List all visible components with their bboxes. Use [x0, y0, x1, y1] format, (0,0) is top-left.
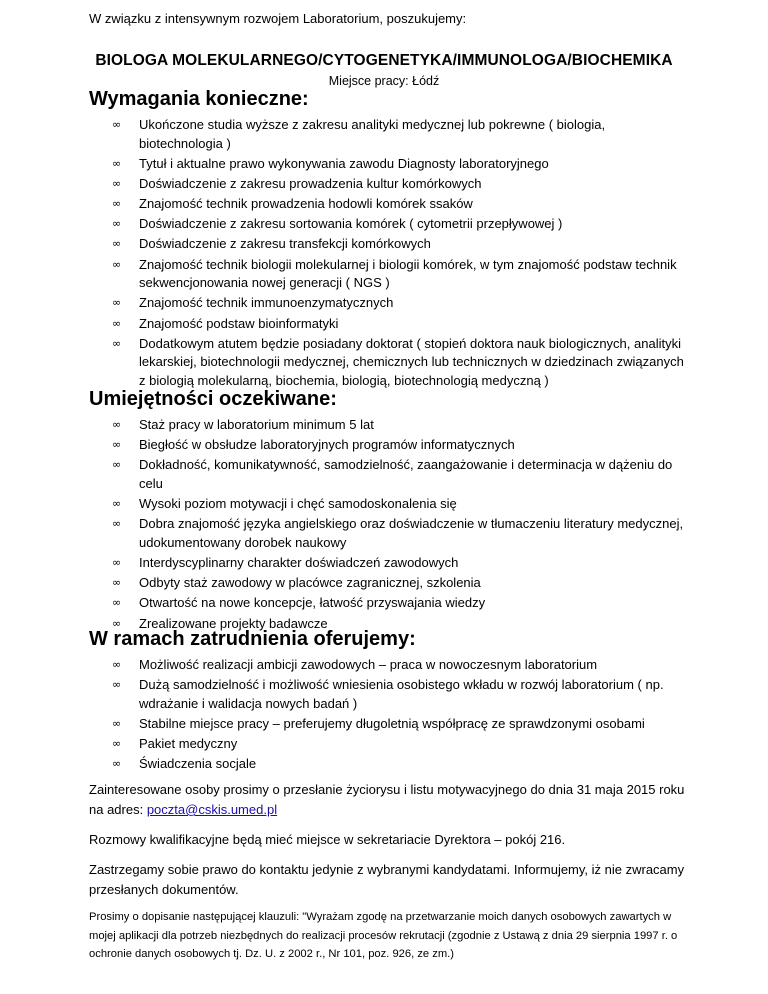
offer-list [89, 656, 689, 775]
consent-clause: Prosimy o dopisanie następującej klauzuli: "Wyrażam zgodę na przetwarzanie moich danych osobowych zawartych w mojej aplikacji dla potrzeb niezbędnych do realizacji procesów rekrutacji (zgodnie z Ustawą z dnia 29 sierpnia 1997 r. o ochronie danych osobowych tj. Dz. U. z 2002 r., Nr 101, poz. 926, ze zm.) [89, 911, 678, 960]
list-item: ∞ Stabilne miejsce pracy – preferujemy długoletnią współpracę ze sprawdzonymi osobami [89, 715, 689, 734]
infinity-bullet-icon: ∞ [112, 257, 122, 271]
infinity-bullet-icon: ∞ [112, 517, 122, 531]
infinity-bullet-icon: ∞ [112, 716, 122, 730]
list-item: ∞ Dodatkowym atutem będzie posiadany doktorat ( stopień doktora nauk biologicznych, analityki lekarskiej, biotechnologii medycznej, chemicznych lub technicznych w dziedzinach związanych z biologią molekularną, biochemia, biologią, biotechnologią medyczną ) [112, 335, 684, 388]
list-item: ∞ Otwartość na nowe koncepcje, łatwość przyswajania wiedzy [89, 594, 689, 613]
infinity-bullet-icon: ∞ [112, 678, 122, 692]
infinity-bullet-icon: ∞ [112, 296, 122, 310]
list-item: ∞ Pakiet medyczny [89, 735, 689, 754]
requirements-heading: Wymagania konieczne: [89, 88, 309, 110]
list-item: ∞ Doświadczenie z zakresu transfekcji komórkowych [89, 235, 689, 254]
list-item: ∞ Ukończone studia wyższe z zakresu analityki medycznej lub pokrewne ( biologia, biotechnologia ) [112, 117, 606, 151]
infinity-bullet-icon: ∞ [112, 316, 122, 330]
infinity-bullet-icon: ∞ [112, 757, 122, 771]
list-item: ∞ Odbyty staż zawodowy w placówce zagranicznej, szkolenia [89, 574, 689, 593]
infinity-bullet-icon: ∞ [112, 237, 122, 251]
infinity-bullet-icon: ∞ [112, 737, 122, 751]
list-item: ∞ Znajomość technik biologii molekularnej i biologii komórek, w tym znajomość podstaw technik sekwencjonowania nowej generacji ( NGS ) [112, 256, 677, 291]
infinity-bullet-icon: ∞ [112, 458, 122, 472]
list-item: ∞ Doświadczenie z zakresu prowadzenia kultur komórkowych [89, 175, 689, 194]
infinity-bullet-icon: ∞ [112, 658, 122, 671]
infinity-bullet-icon: ∞ [112, 336, 122, 350]
intro-text: W związku z intensywnym rozwojem Laboratorium, poszukujemy: [89, 11, 467, 26]
infinity-bullet-icon: ∞ [112, 555, 122, 569]
application-paragraph: Zainteresowane osoby prosimy o przesłanie życiorysu i listu motywacyjnego do dnia 31 maja 2015 roku na adres: poczta@cskis.umed.pl [89, 782, 685, 817]
offer-heading: W ramach zatrudnienia oferujemy: [89, 628, 416, 650]
list-item: ∞ Wysoki poziom motywacji i chęć samodoskonalenia się [89, 495, 689, 514]
list-item: ∞ Doświadczenie z zakresu sortowania komórek ( cytometrii przepływowej ) [89, 215, 689, 234]
infinity-bullet-icon: ∞ [112, 197, 122, 211]
disclaimer-paragraph: Zastrzegamy sobie prawo do kontaktu jedynie z wybranymi kandydatami. Informujemy, iż nie zwracamy przesłanych dokumentów. [89, 862, 685, 897]
requirements-list [89, 116, 689, 392]
list-item: ∞ Tytuł i aktualne prawo wykonywania zawodu Diagnosty laboratoryjnego [89, 155, 689, 174]
position-title: BIOLOGA MOLEKULARNEGO/CYTOGENETYKA/IMMUNOLOGA/BIOCHEMIKA [95, 52, 673, 69]
list-item: ∞ Biegłość w obsłudze laboratoryjnych programów informatycznych [89, 436, 689, 455]
skills-heading: Umiejętności oczekiwane: [89, 388, 337, 410]
infinity-bullet-icon: ∞ [112, 176, 122, 190]
list-item: ∞ Znajomość technik immunoenzymatycznych [89, 294, 689, 313]
list-item: ∞ Świadczenia socjale [89, 755, 689, 774]
infinity-bullet-icon: ∞ [112, 418, 122, 431]
infinity-bullet-icon: ∞ [112, 576, 122, 590]
list-item: ∞ Zrealizowane projekty badawcze [89, 615, 689, 634]
infinity-bullet-icon: ∞ [112, 596, 122, 610]
list-item: ∞ Dużą samodzielność i możliwość wniesienia osobistego wkładu w rozwój laboratorium ( np. wdrażanie i walidacja nowych badań ) [112, 677, 664, 711]
infinity-bullet-icon: ∞ [112, 217, 122, 231]
list-item: ∞ Staż pracy w laboratorium minimum 5 lat [89, 416, 689, 435]
list-item: ∞ Możliwość realizacji ambicji zawodowych – praca w nowoczesnym laboratorium [89, 656, 689, 675]
work-location: Miejsce pracy: Łódź [328, 74, 440, 88]
list-item: ∞ Dobra znajomość języka angielskiego oraz doświadczenie w tłumaczeniu literatury medycznej, udokumentowany dorobek naukowy [112, 516, 684, 550]
infinity-bullet-icon: ∞ [112, 438, 122, 452]
infinity-bullet-icon: ∞ [112, 616, 122, 630]
list-item: ∞ Interdyscyplinarny charakter doświadczeń zawodowych [89, 554, 689, 573]
list-item: ∞ Znajomość podstaw bioinformatyki [89, 315, 689, 334]
list-item: ∞ Znajomość technik prowadzenia hodowli komórek ssaków [89, 195, 689, 214]
interview-paragraph: Rozmowy kwalifikacyjne będą mieć miejsce w sekretariacie Dyrektora – pokój 216. [89, 832, 566, 847]
list-item: ∞ Dokładność, komunikatywność, samodzielność, zaangażowanie i determinacja w dążeniu do celu [112, 457, 673, 491]
email-link[interactable]: poczta@cskis.umed.pl [146, 802, 278, 817]
infinity-bullet-icon: ∞ [112, 156, 122, 170]
infinity-bullet-icon: ∞ [112, 497, 122, 511]
infinity-bullet-icon: ∞ [112, 118, 122, 131]
skills-list [89, 416, 689, 635]
